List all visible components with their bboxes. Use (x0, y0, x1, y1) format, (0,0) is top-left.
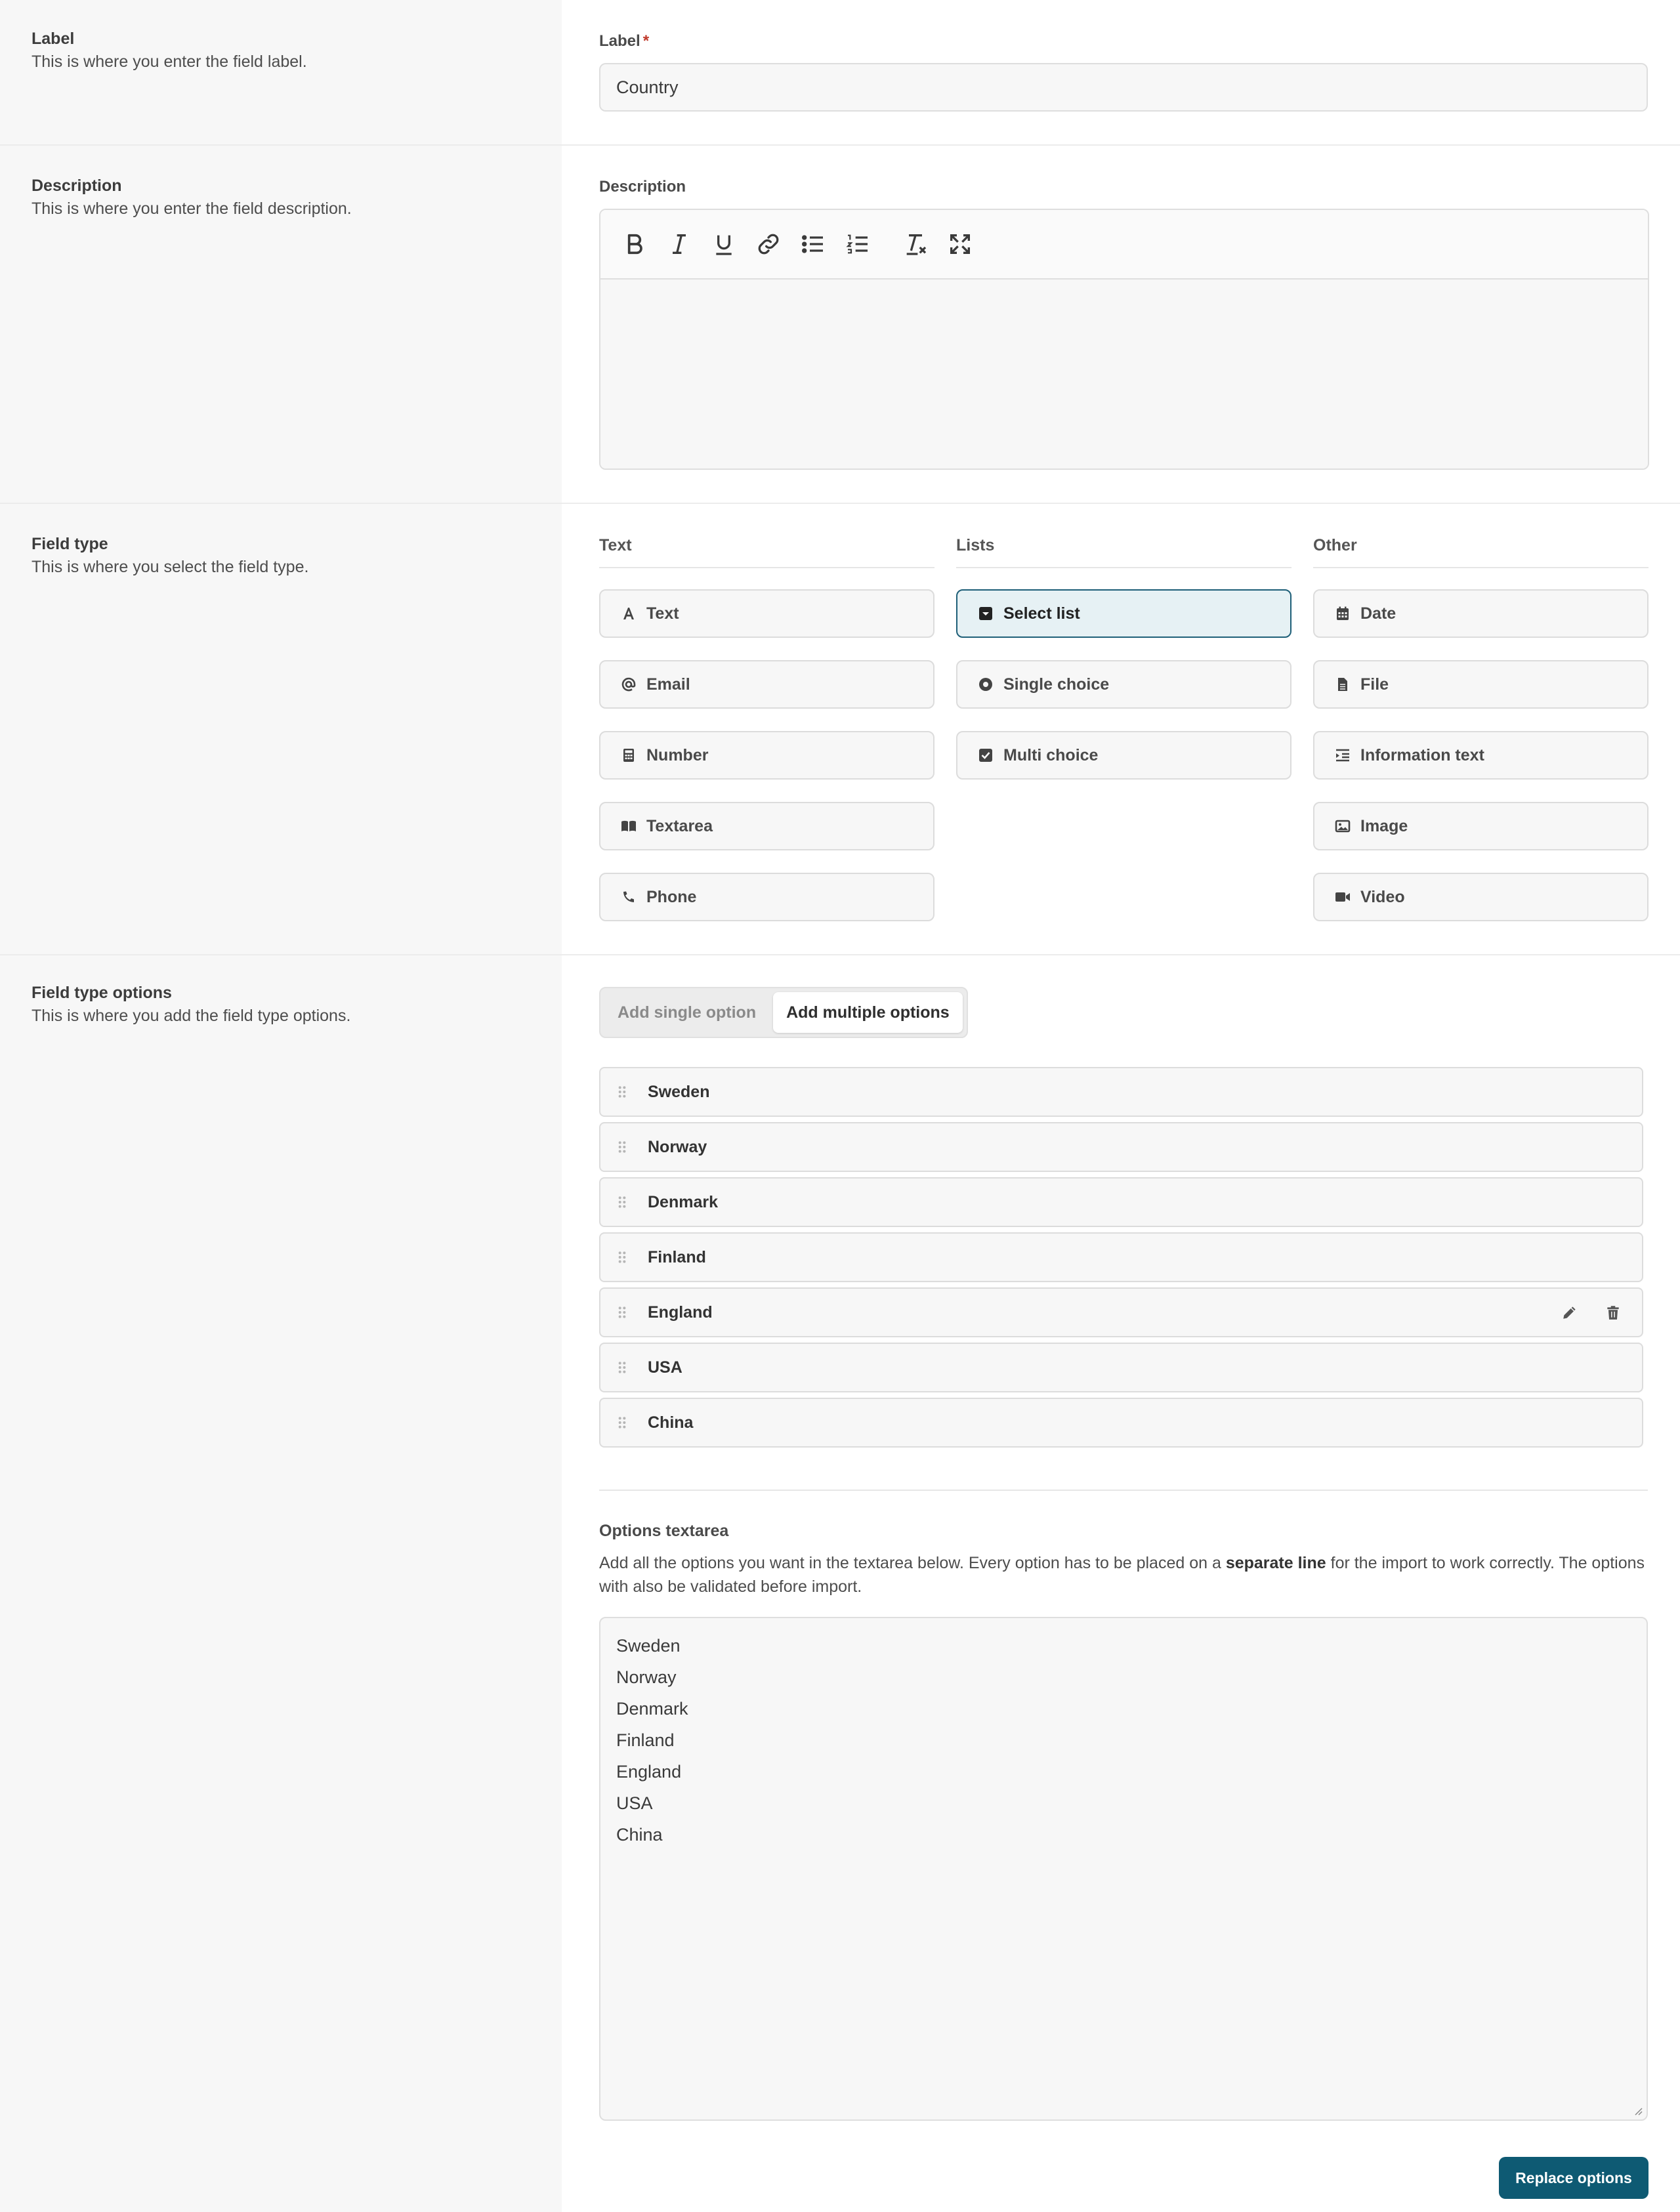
section-description: This is where you enter the field description. (32, 199, 352, 218)
tab-add-multiple-options[interactable]: Add multiple options (773, 992, 963, 1033)
resize-handle-icon[interactable] (1632, 2105, 1643, 2116)
edit-pencil-icon[interactable] (1561, 1303, 1579, 1322)
checkbox-icon (977, 747, 994, 764)
option-label: Finland (648, 1247, 706, 1266)
editor-content-area[interactable] (600, 280, 1648, 469)
field-type-date-button[interactable]: Date (1313, 589, 1648, 638)
textarea-line: England (616, 1762, 682, 1782)
description-field-label: Description (599, 178, 686, 196)
section-title: Description (32, 177, 122, 195)
textarea-line: Finland (616, 1730, 675, 1750)
tab-add-single-option[interactable]: Add single option (618, 1003, 757, 1022)
option-label: Sweden (648, 1082, 710, 1101)
field-type-textarea-button[interactable]: Textarea (599, 802, 934, 850)
textarea-line: USA (616, 1793, 653, 1813)
video-icon (1334, 888, 1351, 906)
field-type-section-info (0, 504, 562, 954)
replace-options-button[interactable]: Replace options (1499, 2157, 1648, 2199)
drag-handle-icon[interactable] (615, 1359, 629, 1376)
option-label: England (648, 1303, 713, 1322)
description-section-info (0, 146, 562, 503)
description-section (0, 146, 1680, 504)
section-title: Label (32, 30, 75, 48)
section-description: This is where you select the field type. (32, 558, 309, 576)
list-item[interactable] (599, 1287, 1643, 1337)
column-heading: Other (1313, 535, 1648, 568)
field-type-single-choice-button[interactable]: Single choice (956, 660, 1292, 709)
label-input[interactable]: Country (599, 63, 1648, 112)
underline-icon[interactable] (709, 230, 738, 259)
italic-icon[interactable] (665, 230, 694, 259)
option-label: Norway (648, 1137, 707, 1156)
field-type-phone-button[interactable]: Phone (599, 873, 934, 921)
drag-handle-icon[interactable] (615, 1414, 629, 1431)
bold-icon[interactable] (620, 230, 649, 259)
options-list (599, 1067, 1648, 1448)
field-type-file-button[interactable]: File (1313, 660, 1648, 709)
book-icon (620, 818, 637, 835)
field-type-video-button[interactable]: Video (1313, 873, 1648, 921)
field-type-email-button[interactable]: Email (599, 660, 934, 709)
options-editor (562, 955, 1680, 2212)
options-textarea-help: Add all the options you want in the textarea below. Every option has to be placed on a separate line for the import to work correctly. The options with also be validated before import. (599, 1554, 1645, 1596)
column-heading: Text (599, 535, 934, 568)
list-item[interactable] (599, 1122, 1643, 1172)
list-item[interactable] (599, 1067, 1643, 1117)
option-actions (1561, 1289, 1622, 1336)
option-mode-toggle (599, 987, 968, 1038)
options-textarea-title: Options textarea (599, 1522, 729, 1540)
option-label: China (648, 1413, 694, 1432)
options-section-info (0, 955, 562, 2212)
list-item[interactable] (599, 1177, 1643, 1227)
label-field-label: Label * (599, 32, 650, 50)
textarea-line: Sweden (616, 1636, 681, 1656)
list-item[interactable] (599, 1232, 1643, 1282)
list-item[interactable] (599, 1343, 1643, 1392)
field-type-picker (562, 504, 1680, 954)
section-title: Field type (32, 535, 108, 553)
field-type-section (0, 504, 1680, 955)
field-type-options-section (0, 955, 1680, 2212)
textarea-line: Denmark (616, 1699, 688, 1719)
link-icon[interactable] (754, 230, 783, 259)
list-item[interactable] (599, 1398, 1643, 1448)
trash-icon[interactable] (1604, 1303, 1622, 1322)
column-heading: Lists (956, 535, 1292, 568)
field-type-text-button[interactable]: Text (599, 589, 934, 638)
divider (599, 1490, 1648, 1491)
rich-text-editor (599, 209, 1649, 470)
drag-handle-icon[interactable] (615, 1138, 629, 1156)
fullscreen-icon[interactable] (946, 230, 975, 259)
clear-format-icon[interactable] (901, 230, 930, 259)
drag-handle-icon[interactable] (615, 1304, 629, 1321)
field-type-multi-choice-button[interactable]: Multi choice (956, 731, 1292, 780)
option-label: Denmark (648, 1192, 718, 1211)
label-section-info (0, 0, 562, 144)
drag-handle-icon[interactable] (615, 1083, 629, 1100)
required-mark: * (642, 32, 650, 50)
numbered-list-icon[interactable] (843, 230, 872, 259)
font-icon (620, 605, 637, 622)
section-description: This is where you add the field type options. (32, 1007, 351, 1025)
radio-icon (977, 676, 994, 693)
textarea-line: China (616, 1825, 663, 1845)
phone-icon (620, 888, 637, 906)
field-type-select-list-button[interactable]: Select list (956, 589, 1292, 638)
drag-handle-icon[interactable] (615, 1249, 629, 1266)
description-section-form (562, 146, 1680, 503)
section-description: This is where you enter the field label. (32, 52, 307, 71)
bullet-list-icon[interactable] (799, 230, 828, 259)
at-icon (620, 676, 637, 693)
label-section-form (562, 0, 1680, 144)
file-icon (1334, 676, 1351, 693)
drag-handle-icon[interactable] (615, 1194, 629, 1211)
field-type-column-text (599, 535, 934, 944)
field-type-column-lists (956, 535, 1292, 944)
indent-icon (1334, 747, 1351, 764)
option-label: USA (648, 1358, 682, 1377)
field-type-image-button[interactable]: Image (1313, 802, 1648, 850)
calendar-icon (1334, 605, 1351, 622)
options-textarea[interactable] (599, 1617, 1648, 2121)
calculator-icon (620, 747, 637, 764)
editor-toolbar (600, 210, 1648, 280)
textarea-line: Norway (616, 1667, 677, 1687)
field-type-information-text-button[interactable]: Information text (1313, 731, 1648, 780)
label-section (0, 0, 1680, 146)
field-type-column-other (1313, 535, 1648, 944)
caret-square-icon (977, 605, 994, 622)
image-icon (1334, 818, 1351, 835)
field-type-number-button[interactable]: Number (599, 731, 934, 780)
section-title: Field type options (32, 984, 172, 1002)
